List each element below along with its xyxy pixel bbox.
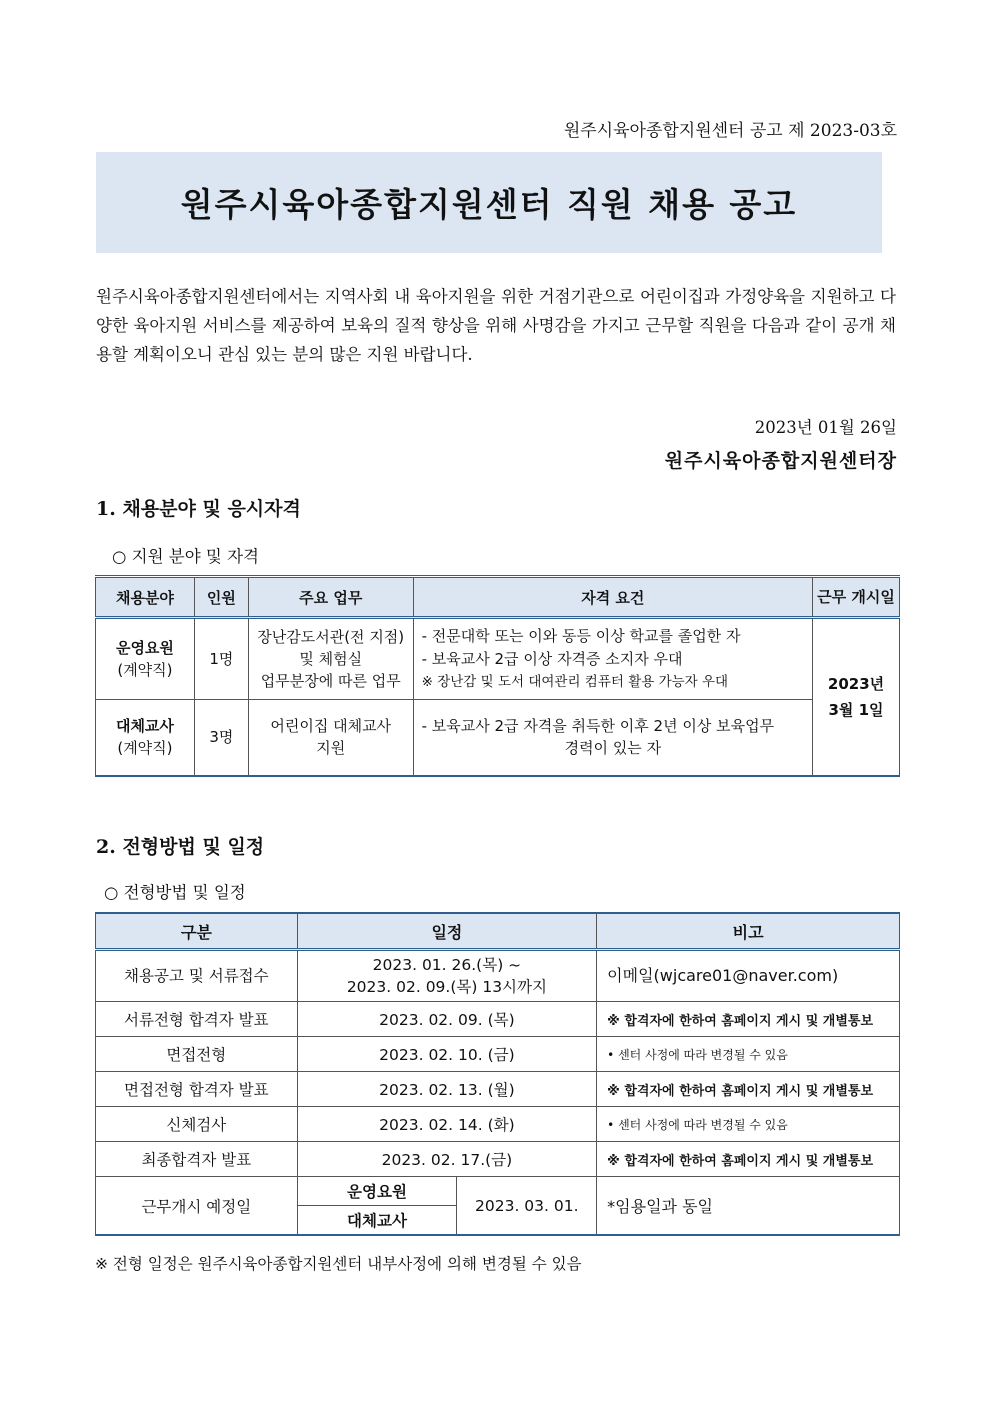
header-cell: 근무 개시일 (813, 577, 900, 618)
duty-line: 지원 (316, 739, 346, 758)
recruitment-table (95, 575, 900, 777)
schedule-table (95, 912, 900, 1236)
field-cell (96, 700, 195, 776)
table-row (96, 1002, 900, 1037)
header-cell: 자격 요건 (413, 577, 812, 618)
header-cell: 일정 (297, 913, 597, 950)
stage-cell: 서류전형 합격자 발표 (96, 1002, 298, 1037)
requirement-line: 경력이 있는 자 (564, 739, 662, 758)
table-row (96, 1142, 900, 1177)
field-name: 대체교사 (115, 717, 174, 736)
section-2-subtitle: ○ 전형방법 및 일정 (104, 883, 246, 902)
schedule-cell: 2023. 02. 13. (월) (297, 1072, 597, 1107)
requirement-line: - 보육교사 2급 자격을 취득한 이후 2년 이상 보육업무 (421, 717, 775, 736)
requirement-cell (413, 700, 812, 776)
requirement-cell (413, 618, 812, 700)
stage-cell: 최종합격자 발표 (96, 1142, 298, 1177)
header-cell: 비고 (597, 913, 900, 950)
section-2-title: 2. 전형방법 및 일정 (96, 836, 265, 858)
requirement-line: - 보육교사 2급 이상 자격증 소지자 우대 (421, 649, 683, 668)
field-cell (96, 618, 195, 700)
start-date-year: 2023년 (827, 674, 885, 693)
duty-line: 장난감도서관(전 지점) (257, 628, 405, 646)
start-date-day: 3월 1일 (828, 700, 884, 719)
table-header-row (96, 913, 900, 950)
requirement-line: ※ 장난감 및 도서 대여관리 컴퓨터 활용 가능자 우대 (421, 673, 729, 690)
schedule-line: 2023. 02. 09.(목) 13시까지 (346, 978, 547, 996)
duty-cell (248, 700, 413, 776)
count-cell: 1명 (194, 618, 248, 700)
field-type: (계약직) (117, 739, 173, 758)
email-note: 이메일(wjcare01@naver.com) (597, 950, 900, 1002)
schedule-cell: 2023. 02. 17.(금) (297, 1142, 597, 1177)
signer: 원주시육아종합지원센터장 (664, 450, 897, 472)
start-date-cell: 2023. 03. 01. (457, 1177, 597, 1236)
duty-line: 업무분장에 따른 업무 (260, 672, 401, 690)
role-cell: 운영요원 (297, 1177, 457, 1206)
header-cell: 인원 (194, 577, 248, 618)
announcement-date: 2023년 01월 26일 (754, 418, 897, 437)
schedule-cell (297, 950, 597, 1002)
table-row (96, 1107, 900, 1142)
stage-cell: 근무개시 예정일 (96, 1177, 298, 1236)
schedule-cell: 2023. 02. 10. (금) (297, 1037, 597, 1072)
table-row (96, 950, 900, 1002)
stage-cell: 면접전형 합격자 발표 (96, 1072, 298, 1107)
header-cell: 구분 (96, 913, 298, 950)
duty-line: 어린이집 대체교사 (270, 717, 392, 736)
title-banner (96, 152, 882, 253)
table-row (96, 700, 900, 776)
field-name: 운영요원 (115, 639, 174, 657)
table-row (96, 1072, 900, 1107)
duty-line: 및 체험실 (299, 650, 363, 668)
schedule-footnote: ※ 전형 일정은 원주시육아종합지원센터 내부사정에 의해 변경될 수 있음 (95, 1255, 582, 1273)
note-cell: ※ 합격자에 한하여 홈페이지 게시 및 개별통보 (597, 1142, 900, 1177)
note-cell: ※ 합격자에 한하여 홈페이지 게시 및 개별통보 (597, 1002, 900, 1037)
stage-cell: 채용공고 및 서류접수 (96, 950, 298, 1002)
note-cell: *임용일과 동일 (597, 1177, 900, 1236)
field-type: (계약직) (117, 661, 173, 679)
schedule-cell: 2023. 02. 09. (목) (297, 1002, 597, 1037)
count-cell: 3명 (194, 700, 248, 776)
duty-cell (248, 618, 413, 700)
table-row (96, 1177, 900, 1206)
stage-cell: 신체검사 (96, 1107, 298, 1142)
table-row (96, 1037, 900, 1072)
requirement-line: - 전문대학 또는 이와 동등 이상 학교를 졸업한 자 (421, 626, 741, 645)
table-header-row (96, 577, 900, 618)
section-1-subtitle: ○ 지원 분야 및 자격 (112, 547, 259, 566)
table-row (96, 618, 900, 700)
page-title: 원주시육아종합지원센터 직원 채용 공고 (180, 185, 798, 224)
role-cell: 대체교사 (297, 1206, 457, 1236)
section-1-title: 1. 채용분야 및 응시자격 (96, 498, 301, 520)
intro-paragraph: 원주시육아종합지원센터에서는 지역사회 내 육아지원을 위한 거점기관으로 어린이집과 가정양육을 지원하고 다양한 육아지원 서비스를 제공하여 보육의 질적 향상을 위해 사명감을 가지고 근무할 직원을 다음과 같이 공개 채용할 계획이오니 관심 있는 분의 많은 지원 바랍니다. (96, 287, 896, 364)
note-cell: • 센터 사정에 따라 변경될 수 있음 (597, 1107, 900, 1142)
notice-number: 원주시육아종합지원센터 공고 제 2023-03호 (563, 121, 897, 141)
header-cell: 채용분야 (96, 577, 195, 618)
start-date-cell (813, 618, 900, 776)
note-cell: ※ 합격자에 한하여 홈페이지 게시 및 개별통보 (597, 1072, 900, 1107)
schedule-cell: 2023. 02. 14. (화) (297, 1107, 597, 1142)
stage-cell: 면접전형 (96, 1037, 298, 1072)
note-cell: • 센터 사정에 따라 변경될 수 있음 (597, 1037, 900, 1072)
header-cell: 주요 업무 (248, 577, 413, 618)
schedule-line: 2023. 01. 26.(목) ~ (372, 956, 522, 974)
